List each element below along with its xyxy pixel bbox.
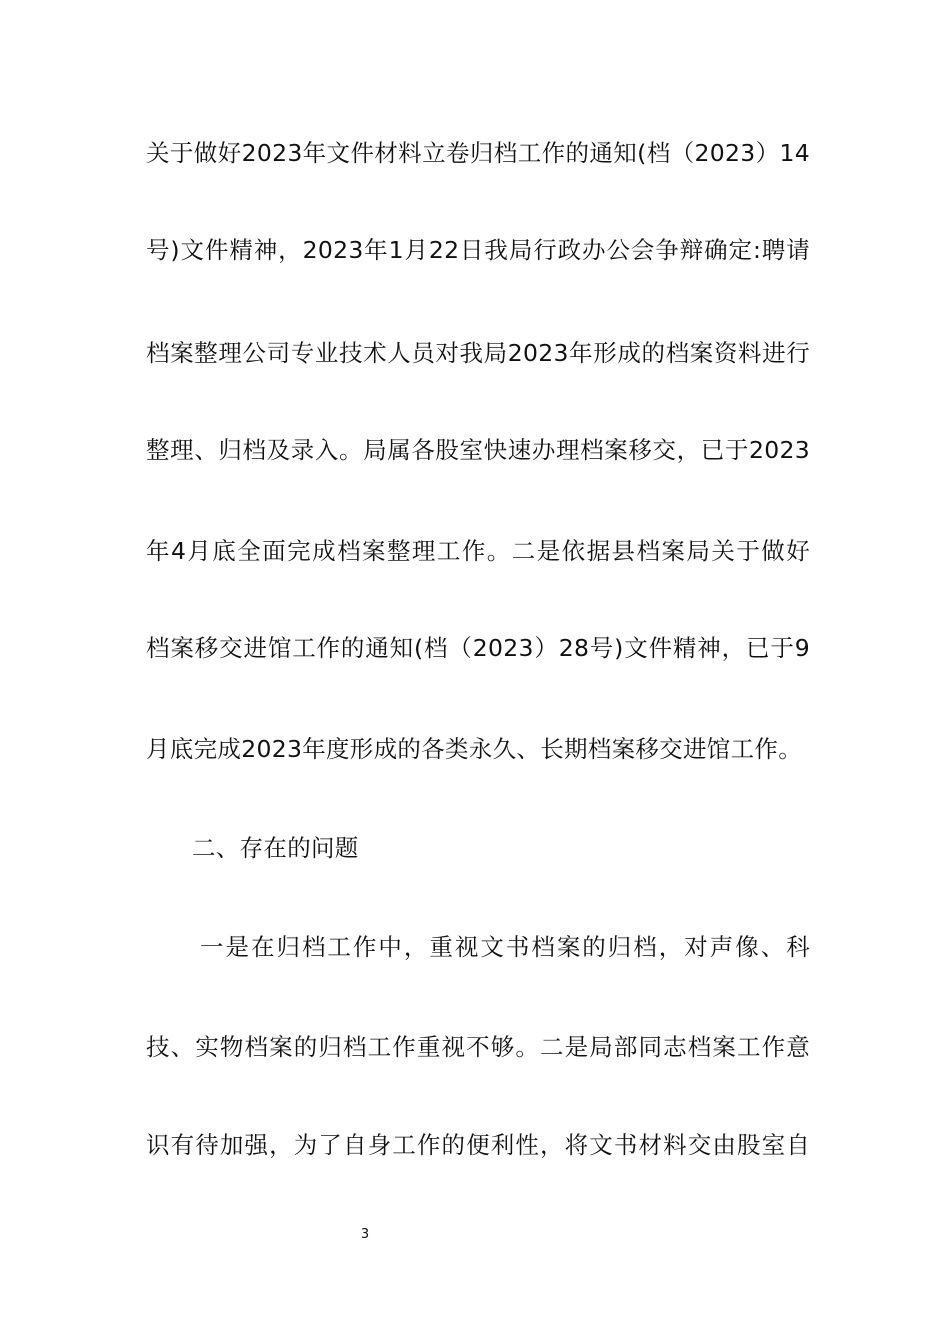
body-text-line: 年4月底全面完成档案整理工作。二是依据县档案局关于做好 [146,537,810,565]
body-text-line: 档案整理公司专业技术人员对我局2023年形成的档案资料进行 [146,339,810,367]
page-number: 3 [360,1227,370,1242]
body-text-line: 识有待加强，为了自身工作的便利性，将文书材料交由股室自 [146,1131,810,1159]
body-text-line: 月底完成2023年度形成的各类永久、长期档案移交进馆工作。 [146,735,803,763]
body-text-line: 关于做好2023年文件材料立卷归档工作的通知(档（2023）14 [146,139,810,167]
body-text-line: 技、实物档案的归档工作重视不够。二是局部同志档案工作意 [146,1033,810,1061]
section-heading: 二、存在的问题 [192,834,359,862]
body-text-line: 一是在归档工作中，重视文书档案的归档，对声像、科 [200,933,810,961]
body-text-line: 整理、归档及录入。局属各股室快速办理档案移交，已于2023 [146,436,810,464]
body-text-line: 号)文件精神，2023年1月22日我局行政办公会争辩确定:聘请 [146,236,810,264]
body-text-line: 档案移交进馆工作的通知(档（2023）28号)文件精神，已于9 [146,634,810,662]
